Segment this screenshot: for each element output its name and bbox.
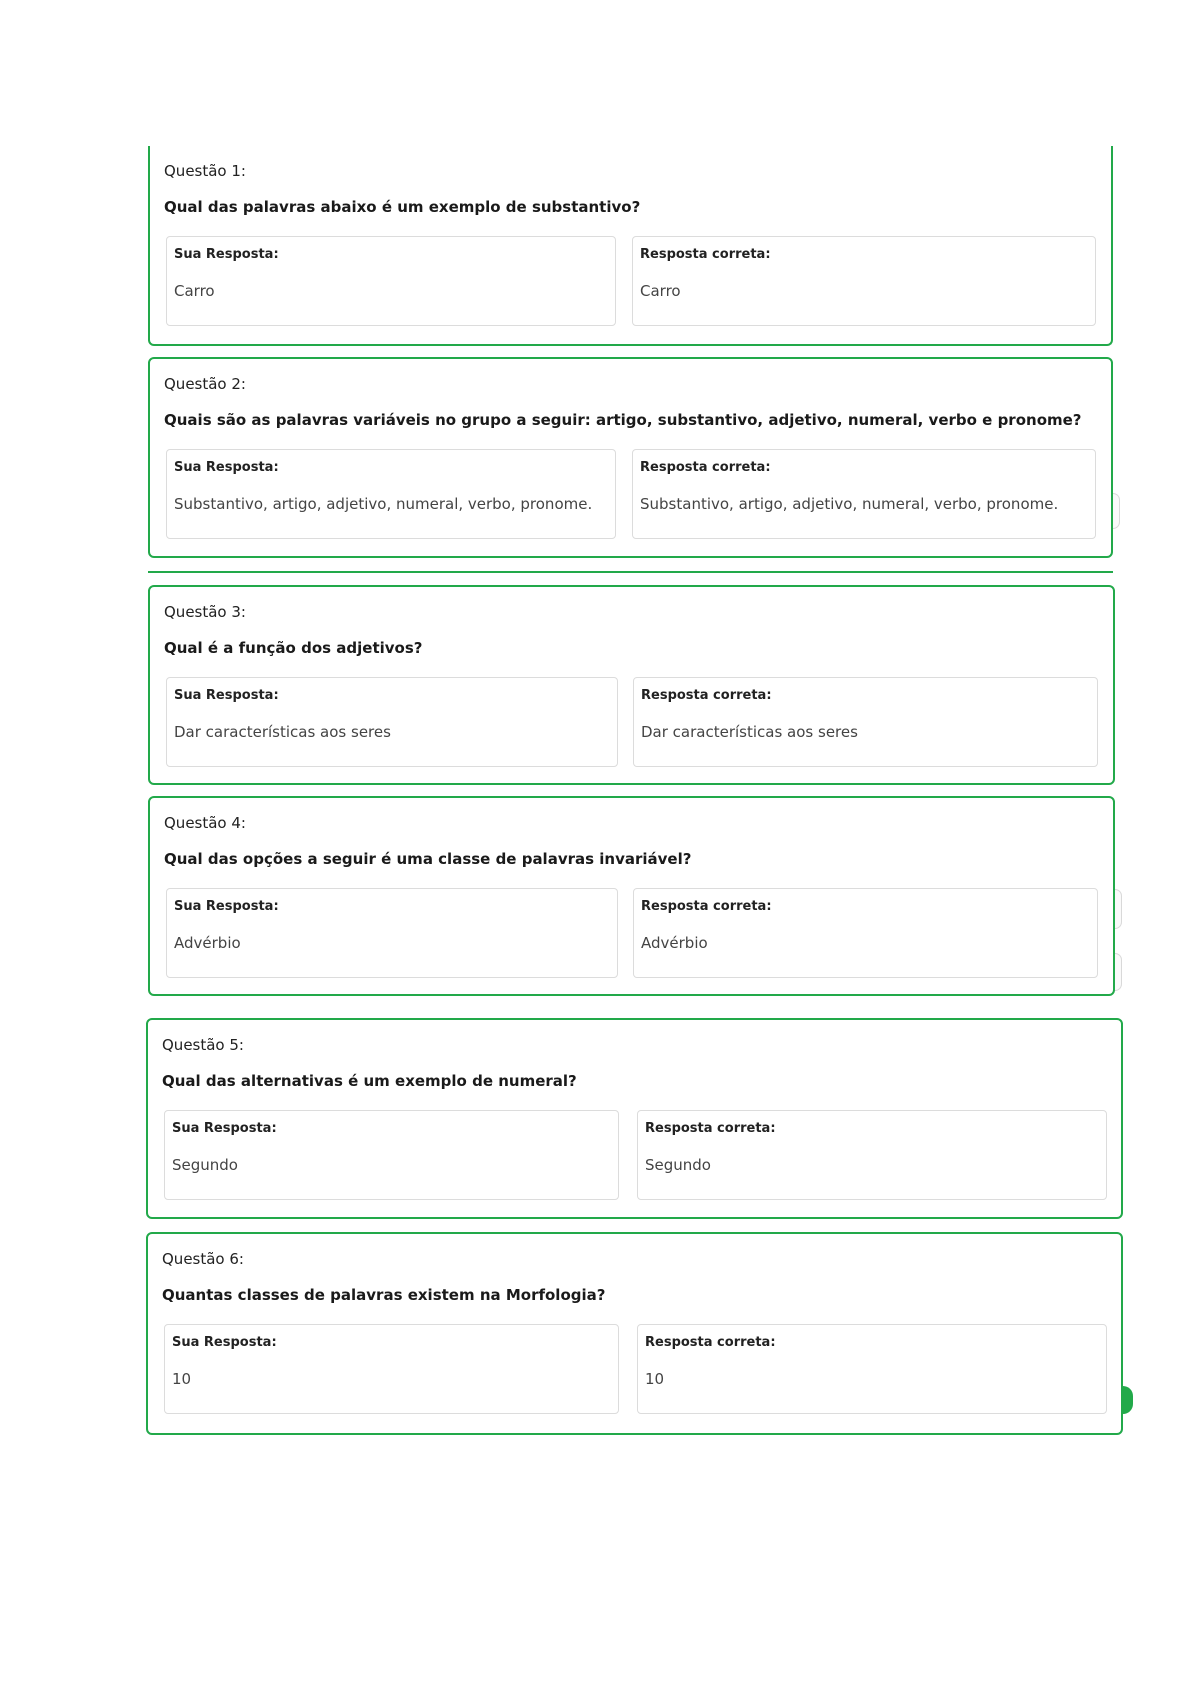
- your-answer-value: Substantivo, artigo, adjetivo, numeral, verbo, pronome.: [174, 495, 593, 513]
- question-number: Questão 2:: [164, 375, 246, 393]
- question-card-2: [148, 357, 1113, 558]
- correct-answer-box: [632, 236, 1096, 326]
- question-card-3: [148, 585, 1115, 785]
- correct-answer-box: [633, 888, 1098, 978]
- question-number: Questão 4:: [164, 814, 246, 832]
- question-text: Quais são as palavras variáveis no grupo a seguir: artigo, substantivo, adjetivo, numeral, verbo e pronome?: [164, 411, 1082, 429]
- correct-answer-value: Substantivo, artigo, adjetivo, numeral, verbo, pronome.: [640, 495, 1059, 513]
- question-number: Questão 6:: [162, 1250, 244, 1268]
- question-number: Questão 3:: [164, 603, 246, 621]
- your-answer-box: [166, 449, 616, 539]
- correct-answer-value: Dar características aos seres: [641, 723, 858, 741]
- question-card-1: [148, 146, 1113, 346]
- your-answer-label: Sua Resposta:: [174, 688, 279, 703]
- your-answer-box: [166, 888, 618, 978]
- correct-answer-label: Resposta correta:: [641, 688, 772, 703]
- correct-answer-value: 10: [645, 1370, 665, 1388]
- correct-answer-label: Resposta correta:: [645, 1335, 776, 1350]
- question-text: Qual das alternativas é um exemplo de numeral?: [162, 1072, 577, 1090]
- question-text: Qual é a função dos adjetivos?: [164, 639, 423, 657]
- question-number: Questão 5:: [162, 1036, 244, 1054]
- question-card-5: [146, 1018, 1123, 1219]
- separator-line: [148, 571, 1113, 573]
- your-answer-label: Sua Resposta:: [174, 899, 279, 914]
- correct-answer-value: Advérbio: [641, 934, 708, 952]
- your-answer-box: [164, 1110, 619, 1200]
- correct-answer-box: [633, 677, 1098, 767]
- your-answer-label: Sua Resposta:: [174, 247, 279, 262]
- your-answer-box: [166, 677, 618, 767]
- your-answer-value: Advérbio: [174, 934, 241, 952]
- correct-answer-label: Resposta correta:: [640, 247, 771, 262]
- correct-answer-value: Segundo: [645, 1156, 711, 1174]
- your-answer-value: Carro: [174, 282, 215, 300]
- question-text: Qual das palavras abaixo é um exemplo de substantivo?: [164, 198, 641, 216]
- page-edge-mark: [1115, 953, 1122, 991]
- your-answer-value: Segundo: [172, 1156, 238, 1174]
- page-edge-mark: [1115, 889, 1122, 929]
- your-answer-value: Dar características aos seres: [174, 723, 391, 741]
- correct-answer-box: [637, 1324, 1107, 1414]
- chat-bubble-icon[interactable]: [1123, 1386, 1133, 1414]
- correct-answer-box: [637, 1110, 1107, 1200]
- correct-answer-value: Carro: [640, 282, 681, 300]
- your-answer-value: 10: [172, 1370, 192, 1388]
- question-card-6: [146, 1232, 1123, 1435]
- correct-answer-label: Resposta correta:: [640, 460, 771, 475]
- your-answer-box: [164, 1324, 619, 1414]
- correct-answer-box: [632, 449, 1096, 539]
- question-card-4: [148, 796, 1115, 996]
- your-answer-box: [166, 236, 616, 326]
- your-answer-label: Sua Resposta:: [174, 460, 279, 475]
- correct-answer-label: Resposta correta:: [645, 1121, 776, 1136]
- your-answer-label: Sua Resposta:: [172, 1335, 277, 1350]
- page-edge-mark: [1113, 493, 1120, 529]
- your-answer-label: Sua Resposta:: [172, 1121, 277, 1136]
- question-text: Qual das opções a seguir é uma classe de palavras invariável?: [164, 850, 692, 868]
- question-text: Quantas classes de palavras existem na Morfologia?: [162, 1286, 606, 1304]
- question-number: Questão 1:: [164, 162, 246, 180]
- correct-answer-label: Resposta correta:: [641, 899, 772, 914]
